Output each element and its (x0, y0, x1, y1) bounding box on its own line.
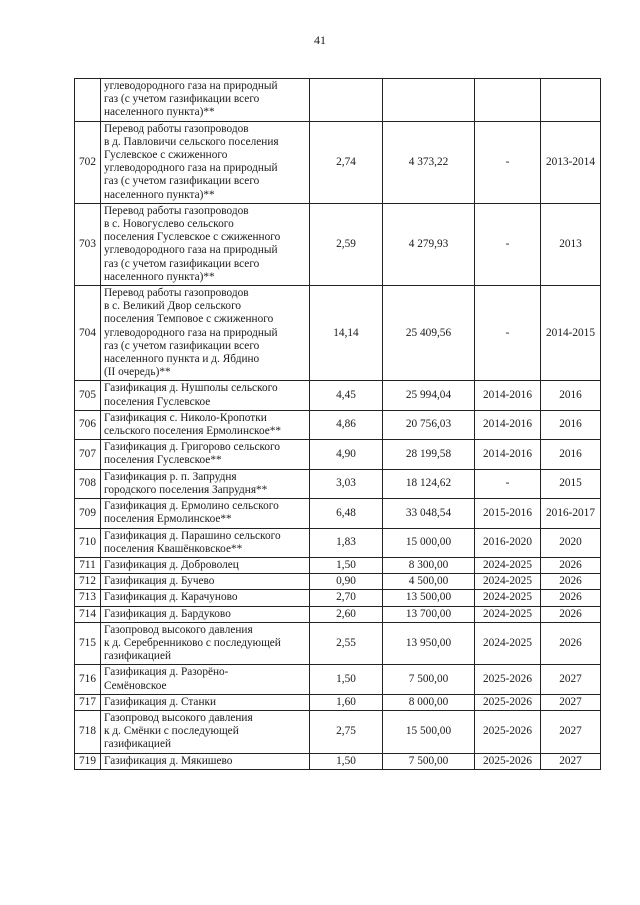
row-number-cell: 718 (75, 710, 101, 753)
row-number-cell: 716 (75, 665, 101, 694)
row-number-cell: 705 (75, 381, 101, 410)
commissioning-year-cell (541, 79, 601, 122)
table-row (75, 753, 601, 769)
row-number-cell: 719 (75, 753, 101, 769)
table-row (75, 440, 601, 469)
construction-period-cell: 2025-2026 (475, 753, 541, 769)
object-name-cell: Газификация д. Парашино сельского поселения Квашёнковское** (101, 528, 310, 557)
pipeline-length-cell: 4,90 (310, 440, 383, 469)
construction-period-cell: 2025-2026 (475, 665, 541, 694)
commissioning-year-cell: 2026 (541, 622, 601, 665)
gasification-table (74, 78, 601, 770)
estimated-cost-cell: 8 300,00 (383, 557, 475, 573)
construction-period-cell: - (475, 469, 541, 498)
estimated-cost-cell: 18 124,62 (383, 469, 475, 498)
estimated-cost-cell: 7 500,00 (383, 753, 475, 769)
row-number-cell: 712 (75, 574, 101, 590)
object-name-cell: Газификация д. Разорёно- Семёновское (101, 665, 310, 694)
commissioning-year-cell: 2013 (541, 203, 601, 285)
row-number-cell: 717 (75, 694, 101, 710)
estimated-cost-cell: 25 409,56 (383, 286, 475, 381)
commissioning-year-cell: 2027 (541, 753, 601, 769)
construction-period-cell: - (475, 121, 541, 203)
object-name-cell: Газификация д. Карачуново (101, 590, 310, 606)
construction-period-cell: 2024-2025 (475, 622, 541, 665)
construction-period-cell: 2014-2016 (475, 381, 541, 410)
estimated-cost-cell (383, 79, 475, 122)
estimated-cost-cell: 15 000,00 (383, 528, 475, 557)
pipeline-length-cell: 1,50 (310, 665, 383, 694)
row-number-cell: 710 (75, 528, 101, 557)
construction-period-cell: 2016-2020 (475, 528, 541, 557)
commissioning-year-cell: 2015 (541, 469, 601, 498)
table-row (75, 381, 601, 410)
table-row (75, 622, 601, 665)
commissioning-year-cell: 2027 (541, 665, 601, 694)
pipeline-length-cell (310, 79, 383, 122)
commissioning-year-cell: 2016-2017 (541, 499, 601, 528)
table-row (75, 694, 601, 710)
row-number-cell: 711 (75, 557, 101, 573)
commissioning-year-cell: 2013-2014 (541, 121, 601, 203)
commissioning-year-cell: 2027 (541, 710, 601, 753)
row-number-cell: 707 (75, 440, 101, 469)
object-name-cell: Перевод работы газопроводов в с. Великий Двор сельского поселения Темповое с сжиженного углеводородного газа на природный газ (с учетом газификации всего населенного пункта и д. Ябдино (II очередь)** (101, 286, 310, 381)
row-number-cell: 706 (75, 410, 101, 439)
commissioning-year-cell: 2014-2015 (541, 286, 601, 381)
pipeline-length-cell: 2,70 (310, 590, 383, 606)
estimated-cost-cell: 4 373,22 (383, 121, 475, 203)
pipeline-length-cell: 2,74 (310, 121, 383, 203)
construction-period-cell: 2024-2025 (475, 557, 541, 573)
object-name-cell: Газификация д. Григорово сельского поселения Гуслевское** (101, 440, 310, 469)
construction-period-cell: 2014-2016 (475, 440, 541, 469)
construction-period-cell: 2025-2026 (475, 710, 541, 753)
commissioning-year-cell: 2026 (541, 557, 601, 573)
estimated-cost-cell: 7 500,00 (383, 665, 475, 694)
row-number-cell: 704 (75, 286, 101, 381)
commissioning-year-cell: 2016 (541, 410, 601, 439)
commissioning-year-cell: 2026 (541, 574, 601, 590)
construction-period-cell (475, 79, 541, 122)
table-row (75, 590, 601, 606)
table-row (75, 469, 601, 498)
row-number-cell: 703 (75, 203, 101, 285)
table-row (75, 528, 601, 557)
table-row (75, 574, 601, 590)
object-name-cell: Газификация д. Нушполы сельского поселения Гуслевское (101, 381, 310, 410)
estimated-cost-cell: 25 994,04 (383, 381, 475, 410)
estimated-cost-cell: 4 279,93 (383, 203, 475, 285)
pipeline-length-cell: 2,59 (310, 203, 383, 285)
object-name-cell: Газопровод высокого давления к д. Смёнки с последующей газификацией (101, 710, 310, 753)
estimated-cost-cell: 13 700,00 (383, 606, 475, 622)
table-row (75, 286, 601, 381)
object-name-cell: Газификация р. п. Запрудня городского поселения Запрудня** (101, 469, 310, 498)
estimated-cost-cell: 28 199,58 (383, 440, 475, 469)
object-name-cell: Газификация д. Станки (101, 694, 310, 710)
row-number-cell (75, 79, 101, 122)
object-name-cell: Газификация д. Ермолино сельского поселения Ермолинское** (101, 499, 310, 528)
commissioning-year-cell: 2016 (541, 440, 601, 469)
construction-period-cell: 2014-2016 (475, 410, 541, 439)
commissioning-year-cell: 2016 (541, 381, 601, 410)
object-name-cell: Газификация д. Мякишево (101, 753, 310, 769)
construction-period-cell: 2024-2025 (475, 590, 541, 606)
pipeline-length-cell: 4,45 (310, 381, 383, 410)
construction-period-cell: 2015-2016 (475, 499, 541, 528)
object-name-cell: Газопровод высокого давления к д. Серебренниково с последующей газификацией (101, 622, 310, 665)
object-name-cell: Газификация д. Доброволец (101, 557, 310, 573)
table-row (75, 557, 601, 573)
object-name-cell: Газификация с. Николо-Кропотки сельского поселения Ермолинское** (101, 410, 310, 439)
estimated-cost-cell: 4 500,00 (383, 574, 475, 590)
estimated-cost-cell: 33 048,54 (383, 499, 475, 528)
pipeline-length-cell: 2,75 (310, 710, 383, 753)
construction-period-cell: - (475, 203, 541, 285)
estimated-cost-cell: 15 500,00 (383, 710, 475, 753)
row-number-cell: 708 (75, 469, 101, 498)
table-row (75, 665, 601, 694)
object-name-cell: углеводородного газа на природный газ (с учетом газификации всего населенного пункта)** (101, 79, 310, 122)
pipeline-length-cell: 6,48 (310, 499, 383, 528)
row-number-cell: 713 (75, 590, 101, 606)
pipeline-length-cell: 1,50 (310, 753, 383, 769)
pipeline-length-cell: 1,60 (310, 694, 383, 710)
commissioning-year-cell: 2026 (541, 590, 601, 606)
estimated-cost-cell: 8 000,00 (383, 694, 475, 710)
table-row (75, 410, 601, 439)
pipeline-length-cell: 1,50 (310, 557, 383, 573)
pipeline-length-cell: 3,03 (310, 469, 383, 498)
row-number-cell: 709 (75, 499, 101, 528)
table-row (75, 606, 601, 622)
object-name-cell: Перевод работы газопроводов в д. Павловичи сельского поселения Гуслевское с сжиженного углеводородного газа на природный газ (с учетом газификации всего населенного пункта)** (101, 121, 310, 203)
estimated-cost-cell: 20 756,03 (383, 410, 475, 439)
object-name-cell: Газификация д. Бучево (101, 574, 310, 590)
pipeline-length-cell: 0,90 (310, 574, 383, 590)
table-row (75, 499, 601, 528)
row-number-cell: 702 (75, 121, 101, 203)
construction-period-cell: 2025-2026 (475, 694, 541, 710)
commissioning-year-cell: 2027 (541, 694, 601, 710)
table-row (75, 79, 601, 122)
table-row (75, 203, 601, 285)
commissioning-year-cell: 2020 (541, 528, 601, 557)
row-number-cell: 714 (75, 606, 101, 622)
pipeline-length-cell: 14,14 (310, 286, 383, 381)
table-row (75, 710, 601, 753)
table-row (75, 121, 601, 203)
object-name-cell: Газификация д. Бардуково (101, 606, 310, 622)
commissioning-year-cell: 2026 (541, 606, 601, 622)
pipeline-length-cell: 2,55 (310, 622, 383, 665)
object-name-cell: Перевод работы газопроводов в с. Новогуслево сельского поселения Гуслевское с сжиженного углеводородного газа на природный газ (с учетом газификации всего населенного пункта)** (101, 203, 310, 285)
pipeline-length-cell: 1,83 (310, 528, 383, 557)
pipeline-length-cell: 2,60 (310, 606, 383, 622)
row-number-cell: 715 (75, 622, 101, 665)
construction-period-cell: 2024-2025 (475, 606, 541, 622)
estimated-cost-cell: 13 500,00 (383, 590, 475, 606)
construction-period-cell: 2024-2025 (475, 574, 541, 590)
page-number: 41 (314, 33, 326, 47)
pipeline-length-cell: 4,86 (310, 410, 383, 439)
construction-period-cell: - (475, 286, 541, 381)
estimated-cost-cell: 13 950,00 (383, 622, 475, 665)
